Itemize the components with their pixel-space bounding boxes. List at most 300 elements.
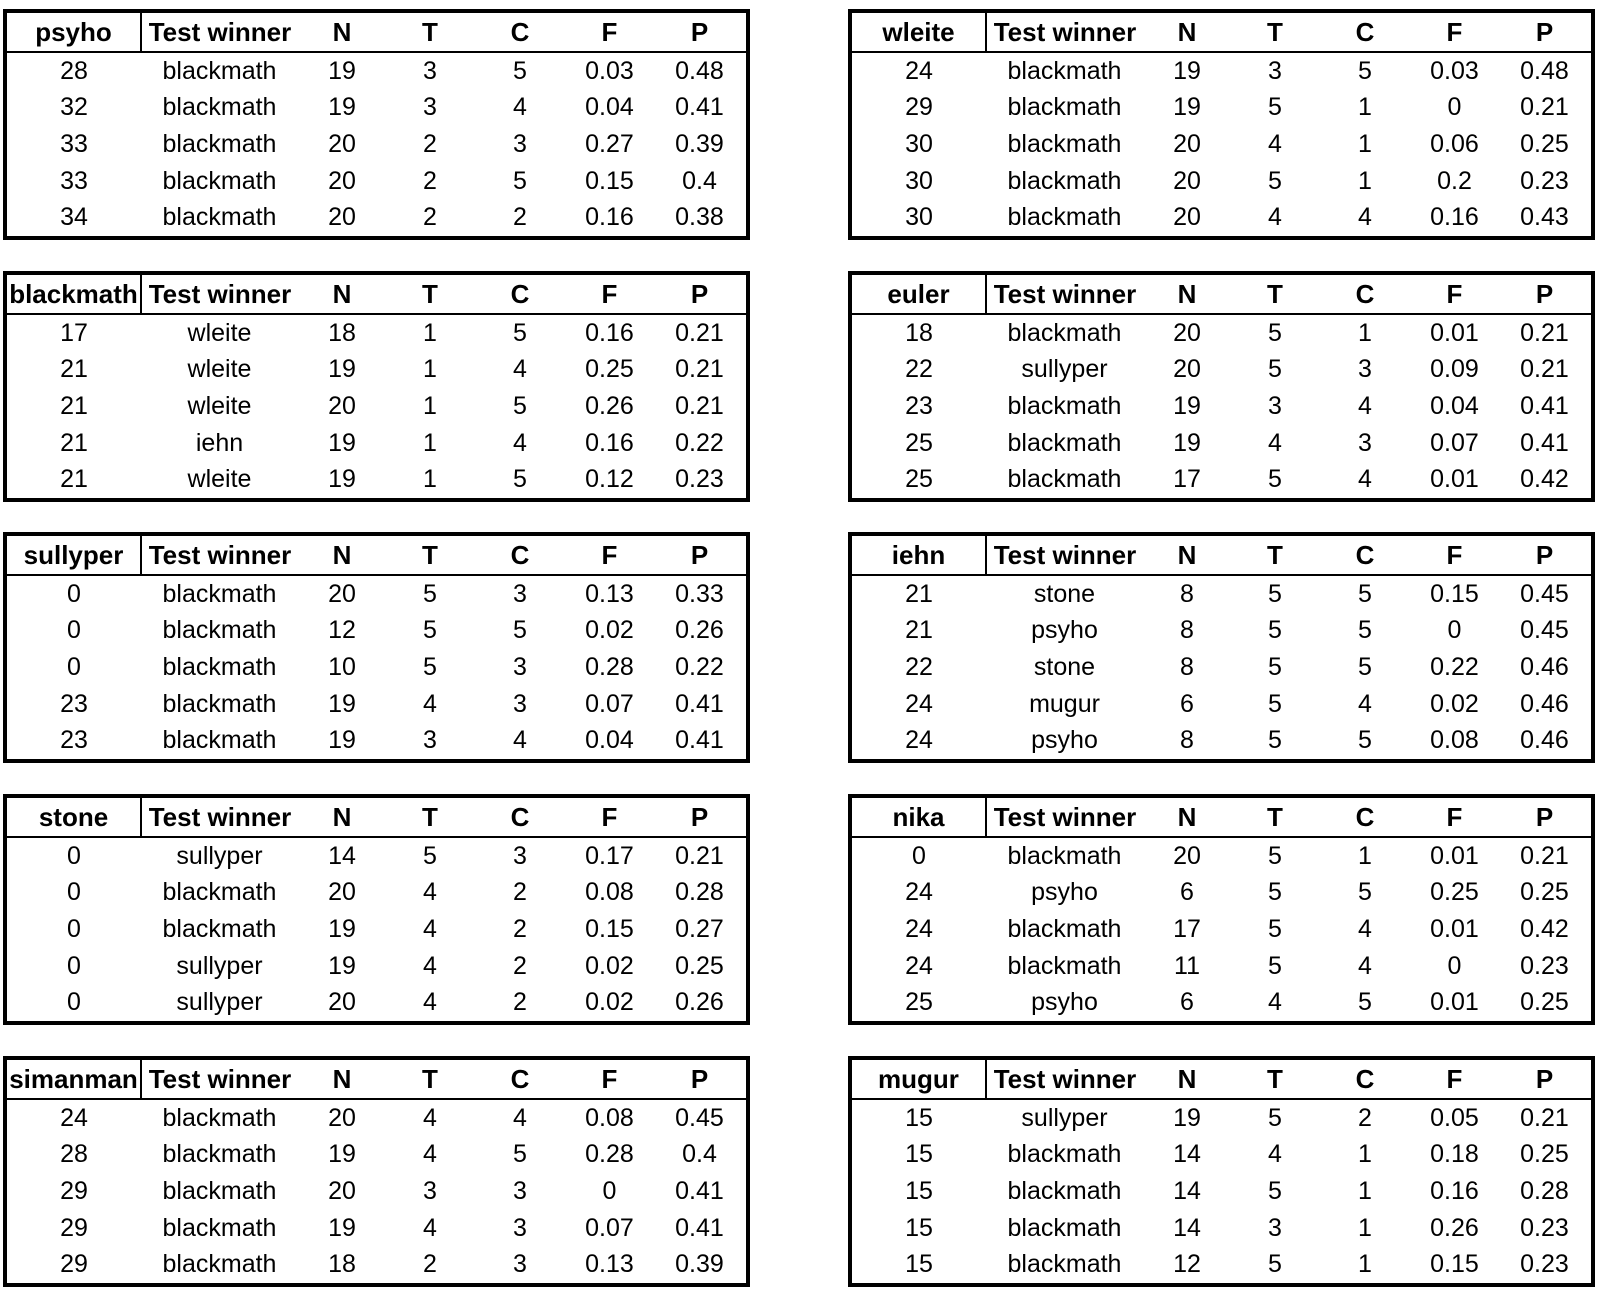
- table-cell: blackmath: [162, 129, 277, 158]
- column-header: P: [1498, 536, 1591, 575]
- table-row: [852, 388, 1591, 425]
- table-cell: 0.16: [1430, 203, 1479, 232]
- table-cell: 4: [513, 428, 527, 457]
- table-cell: 0.23: [1520, 951, 1569, 980]
- column-header: N: [1143, 798, 1231, 837]
- column-header: T: [1231, 275, 1319, 314]
- results-table-psyho: [3, 9, 750, 240]
- table-cell: 0.15: [585, 166, 634, 195]
- table-row: [7, 163, 746, 200]
- table-cell: 32: [60, 93, 88, 122]
- table-cell: psyho: [1031, 878, 1098, 907]
- table-cell: 2: [423, 203, 437, 232]
- column-header: F: [566, 536, 653, 575]
- table-cell: 3: [513, 579, 527, 608]
- table-cell: 4: [423, 878, 437, 907]
- table-cell: 19: [1173, 391, 1201, 420]
- table-row: [7, 1173, 746, 1210]
- table-cell: blackmath: [1007, 465, 1122, 494]
- table-cell: 0.13: [585, 1250, 634, 1279]
- table-row: [7, 948, 746, 985]
- table-cell: 5: [1268, 689, 1282, 718]
- column-header: P: [1498, 798, 1591, 837]
- table-cell: 19: [328, 1213, 356, 1242]
- column-header: N: [298, 536, 386, 575]
- table-cell: 1: [1358, 1176, 1372, 1205]
- table-cell: 2: [513, 988, 527, 1017]
- column-header: N: [298, 275, 386, 314]
- column-header: C: [474, 275, 566, 314]
- table-cell: blackmath: [1007, 391, 1122, 420]
- table-cell: 22: [905, 652, 933, 681]
- column-header: P: [653, 1060, 746, 1099]
- table-header-row: [852, 13, 1591, 52]
- column-header: F: [566, 13, 653, 52]
- table-cell: 0.28: [1520, 1176, 1569, 1205]
- table-cell: blackmath: [1007, 166, 1122, 195]
- table-cell: 5: [513, 391, 527, 420]
- column-header: N: [1143, 275, 1231, 314]
- table-cell: 3: [513, 1250, 527, 1279]
- table-row: [7, 837, 746, 875]
- table-cell: 0: [1447, 616, 1462, 645]
- table-cell: 6: [1180, 878, 1194, 907]
- table-row: [852, 1173, 1591, 1210]
- table-cell: 4: [1358, 689, 1372, 718]
- table-cell: 0: [67, 988, 81, 1017]
- column-header: Test winner: [986, 13, 1143, 52]
- table-cell: 21: [60, 391, 88, 420]
- table-cell: 5: [513, 56, 527, 85]
- column-header: N: [298, 1060, 386, 1099]
- table-cell: 20: [328, 1176, 356, 1205]
- table-row: [7, 722, 746, 759]
- table-header-row: [852, 1060, 1591, 1099]
- table-cell: 8: [1180, 579, 1194, 608]
- table-cell: 3: [423, 1176, 437, 1205]
- table-cell: 0: [1447, 951, 1462, 980]
- table-cell: 0.26: [585, 391, 634, 420]
- table-cell: 0.22: [675, 652, 724, 681]
- results-table-nika: [848, 794, 1595, 1025]
- table-cell: 0.04: [585, 726, 634, 755]
- table-cell: 0: [67, 579, 81, 608]
- column-header: P: [1498, 275, 1591, 314]
- table-cell: 5: [1268, 878, 1282, 907]
- table-cell: 24: [905, 914, 933, 943]
- table-row: [7, 911, 746, 948]
- table-cell: 0: [602, 1176, 617, 1205]
- table-cell: mugur: [1029, 689, 1100, 718]
- table-cell: 0.01: [1430, 914, 1479, 943]
- table-cell: blackmath: [162, 93, 277, 122]
- table-cell: 0.46: [1520, 652, 1569, 681]
- table-cell: blackmath: [1007, 129, 1122, 158]
- table-cell: 0.41: [675, 93, 724, 122]
- table-row: [852, 649, 1591, 686]
- table-cell: 2: [513, 878, 527, 907]
- table-cell: blackmath: [162, 652, 277, 681]
- table-cell: 19: [328, 465, 356, 494]
- table-cell: blackmath: [1007, 56, 1122, 85]
- table-cell: 20: [1173, 129, 1201, 158]
- table-cell: 0.15: [1430, 579, 1479, 608]
- table-row: [7, 425, 746, 462]
- table-cell: 0.27: [675, 914, 724, 943]
- table-cell: 0.16: [585, 203, 634, 232]
- table-title: sullyper: [7, 536, 141, 575]
- table-cell: 4: [513, 1103, 527, 1132]
- table-cell: 4: [1268, 988, 1282, 1017]
- table-cell: 14: [328, 841, 356, 870]
- table-cell: 0.42: [1520, 465, 1569, 494]
- table-header-row: [7, 275, 746, 314]
- table-cell: 20: [328, 988, 356, 1017]
- table-cell: 0.02: [585, 988, 634, 1017]
- table-cell: sullyper: [176, 988, 263, 1017]
- table-cell: 28: [60, 56, 88, 85]
- table-cell: 34: [60, 203, 88, 232]
- table-cell: 0.12: [585, 465, 634, 494]
- table-cell: blackmath: [1007, 203, 1122, 232]
- table-cell: 0.15: [1430, 1250, 1479, 1279]
- table-cell: 24: [905, 56, 933, 85]
- table-cell: 0.41: [675, 726, 724, 755]
- table-cell: 0.25: [675, 951, 724, 980]
- table-cell: 0.17: [585, 841, 634, 870]
- table-cell: 0.41: [675, 1176, 724, 1205]
- table-row: [7, 686, 746, 723]
- table-cell: blackmath: [162, 203, 277, 232]
- table-cell: 21: [60, 428, 88, 457]
- table-cell: 4: [423, 689, 437, 718]
- table-cell: 0: [67, 616, 81, 645]
- table-cell: 4: [1358, 951, 1372, 980]
- table-cell: 19: [328, 914, 356, 943]
- table-cell: 14: [1173, 1140, 1201, 1169]
- table-row: [852, 461, 1591, 498]
- table-cell: 5: [1358, 878, 1372, 907]
- table-cell: 21: [905, 579, 933, 608]
- table-cell: 19: [328, 726, 356, 755]
- table-cell: 30: [905, 129, 933, 158]
- table-row: [7, 199, 746, 236]
- table-cell: 0.06: [1430, 129, 1479, 158]
- column-header: C: [1319, 536, 1411, 575]
- table-row: [7, 1137, 746, 1174]
- table-cell: 19: [1173, 428, 1201, 457]
- table-title: blackmath: [7, 275, 141, 314]
- table-cell: 0.16: [585, 428, 634, 457]
- table-title: mugur: [852, 1060, 986, 1099]
- table-cell: 0.45: [1520, 616, 1569, 645]
- column-header: Test winner: [141, 275, 298, 314]
- column-header: Test winner: [141, 1060, 298, 1099]
- table-cell: 0.21: [675, 355, 724, 384]
- table-cell: 20: [1173, 355, 1201, 384]
- table-cell: 1: [1358, 318, 1372, 347]
- table-cell: 0.03: [585, 56, 634, 85]
- table-cell: 19: [328, 93, 356, 122]
- table-row: [852, 984, 1591, 1021]
- table-cell: 25: [905, 428, 933, 457]
- column-header: T: [386, 13, 474, 52]
- table-cell: 3: [513, 841, 527, 870]
- table-cell: 12: [328, 616, 356, 645]
- results-table-wleite: [848, 9, 1595, 240]
- table-cell: 3: [1268, 56, 1282, 85]
- table-cell: 0.2: [1437, 166, 1472, 195]
- table-cell: 0.23: [1520, 166, 1569, 195]
- table-cell: 24: [905, 689, 933, 718]
- table-cell: blackmath: [1007, 841, 1122, 870]
- column-header: Test winner: [141, 536, 298, 575]
- table-header-row: [7, 536, 746, 575]
- table-cell: 0.21: [675, 318, 724, 347]
- table-cell: wleite: [187, 391, 252, 420]
- table-cell: blackmath: [162, 689, 277, 718]
- table-cell: 1: [423, 391, 437, 420]
- table-cell: 19: [328, 355, 356, 384]
- table-cell: 5: [1268, 579, 1282, 608]
- results-table-blackmath: [3, 271, 750, 502]
- table-cell: sullyper: [1021, 355, 1108, 384]
- table-cell: 15: [905, 1176, 933, 1205]
- table-cell: 5: [1268, 726, 1282, 755]
- table-cell: 25: [905, 988, 933, 1017]
- table-row: [852, 126, 1591, 163]
- table-cell: 23: [60, 689, 88, 718]
- column-header: T: [1231, 13, 1319, 52]
- table-cell: 2: [423, 1250, 437, 1279]
- table-row: [852, 1246, 1591, 1283]
- table-cell: blackmath: [162, 1250, 277, 1279]
- table-cell: 29: [60, 1250, 88, 1279]
- table-cell: 0.15: [585, 914, 634, 943]
- table-cell: 1: [1358, 129, 1372, 158]
- table-cell: 0.09: [1430, 355, 1479, 384]
- table-cell: 5: [1268, 93, 1282, 122]
- table-cell: 0.26: [1430, 1213, 1479, 1242]
- table-cell: blackmath: [162, 1176, 277, 1205]
- column-header: N: [298, 798, 386, 837]
- table-cell: 4: [423, 988, 437, 1017]
- table-cell: 5: [1268, 318, 1282, 347]
- table-cell: 20: [328, 1103, 356, 1132]
- table-cell: 19: [328, 689, 356, 718]
- table-cell: 0.21: [1520, 841, 1569, 870]
- column-header: P: [653, 275, 746, 314]
- table-cell: 5: [1268, 1176, 1282, 1205]
- column-header: C: [474, 13, 566, 52]
- table-title: iehn: [852, 536, 986, 575]
- table-cell: 0.05: [1430, 1103, 1479, 1132]
- column-header: T: [1231, 1060, 1319, 1099]
- table-cell: 17: [60, 318, 88, 347]
- table-cell: 5: [1268, 1250, 1282, 1279]
- table-cell: 3: [513, 652, 527, 681]
- table-row: [7, 1099, 746, 1137]
- table-header-row: [7, 13, 746, 52]
- table-cell: 18: [905, 318, 933, 347]
- table-cell: 18: [328, 1250, 356, 1279]
- table-cell: 20: [328, 166, 356, 195]
- table-cell: 20: [1173, 318, 1201, 347]
- table-cell: 2: [513, 951, 527, 980]
- table-row: [852, 1210, 1591, 1247]
- table-cell: 15: [905, 1103, 933, 1132]
- table-cell: 3: [513, 129, 527, 158]
- table-cell: 0.41: [675, 1213, 724, 1242]
- table-row: [852, 52, 1591, 90]
- table-cell: 0.21: [1520, 355, 1569, 384]
- table-cell: 0.46: [1520, 726, 1569, 755]
- table-title: stone: [7, 798, 141, 837]
- table-cell: blackmath: [1007, 914, 1122, 943]
- table-row: [852, 722, 1591, 759]
- table-cell: 0.45: [675, 1103, 724, 1132]
- table-row: [7, 90, 746, 127]
- table-cell: 0.4: [682, 1140, 717, 1169]
- column-header: P: [653, 798, 746, 837]
- table-cell: 0.48: [675, 56, 724, 85]
- table-cell: 19: [1173, 56, 1201, 85]
- table-cell: 5: [1358, 726, 1372, 755]
- table-cell: 0.01: [1430, 465, 1479, 494]
- column-header: F: [1411, 798, 1498, 837]
- table-cell: 0.25: [1520, 988, 1569, 1017]
- table-cell: 5: [1358, 652, 1372, 681]
- column-header: C: [474, 798, 566, 837]
- column-header: T: [386, 798, 474, 837]
- table-cell: blackmath: [1007, 951, 1122, 980]
- table-cell: 0.21: [675, 391, 724, 420]
- table-cell: 8: [1180, 726, 1194, 755]
- table-cell: 0.01: [1430, 988, 1479, 1017]
- table-cell: 0.25: [1520, 878, 1569, 907]
- column-header: P: [1498, 13, 1591, 52]
- table-cell: 3: [1268, 1213, 1282, 1242]
- table-cell: 0.23: [1520, 1250, 1569, 1279]
- column-header: N: [1143, 536, 1231, 575]
- table-header-row: [852, 536, 1591, 575]
- table-cell: 0.07: [1430, 428, 1479, 457]
- column-header: T: [386, 536, 474, 575]
- table-cell: 0.01: [1430, 318, 1479, 347]
- table-row: [852, 911, 1591, 948]
- column-header: Test winner: [141, 798, 298, 837]
- table-row: [7, 613, 746, 650]
- table-cell: 0.21: [1520, 93, 1569, 122]
- column-header: F: [1411, 1060, 1498, 1099]
- table-row: [852, 1099, 1591, 1137]
- table-row: [852, 352, 1591, 389]
- table-cell: 0.21: [1520, 1103, 1569, 1132]
- table-cell: 0: [1447, 93, 1462, 122]
- column-header: F: [1411, 536, 1498, 575]
- table-header-row: [852, 275, 1591, 314]
- table-cell: 24: [60, 1103, 88, 1132]
- table-cell: psyho: [1031, 726, 1098, 755]
- table-cell: blackmath: [162, 56, 277, 85]
- table-cell: 4: [1358, 465, 1372, 494]
- table-cell: 0: [67, 914, 81, 943]
- table-cell: 0.22: [675, 428, 724, 457]
- table-cell: 0.02: [1430, 689, 1479, 718]
- table-cell: 0.04: [585, 93, 634, 122]
- table-cell: 0.03: [1430, 56, 1479, 85]
- table-cell: 5: [423, 652, 437, 681]
- column-header: Test winner: [986, 798, 1143, 837]
- table-cell: 30: [905, 166, 933, 195]
- table-cell: blackmath: [1007, 1250, 1122, 1279]
- table-cell: 5: [1358, 56, 1372, 85]
- table-cell: 5: [1358, 579, 1372, 608]
- results-table-stone: [3, 794, 750, 1025]
- column-header: Test winner: [986, 1060, 1143, 1099]
- table-cell: 5: [513, 166, 527, 195]
- table-cell: 4: [513, 93, 527, 122]
- table-cell: 2: [513, 914, 527, 943]
- table-cell: 0.18: [1430, 1140, 1479, 1169]
- column-header: C: [1319, 1060, 1411, 1099]
- table-cell: blackmath: [1007, 428, 1122, 457]
- table-cell: blackmath: [162, 579, 277, 608]
- results-table-iehn: [848, 532, 1595, 763]
- table-cell: blackmath: [162, 1103, 277, 1132]
- table-cell: 5: [1268, 465, 1282, 494]
- table-cell: psyho: [1031, 616, 1098, 645]
- column-header: P: [1498, 1060, 1591, 1099]
- table-cell: 19: [328, 56, 356, 85]
- table-cell: 0.43: [1520, 203, 1569, 232]
- table-cell: 6: [1180, 988, 1194, 1017]
- column-header: Test winner: [141, 13, 298, 52]
- column-header: F: [1411, 275, 1498, 314]
- table-cell: 0.21: [675, 841, 724, 870]
- table-cell: 17: [1173, 465, 1201, 494]
- table-cell: blackmath: [162, 1213, 277, 1242]
- table-cell: 3: [423, 56, 437, 85]
- table-cell: 4: [1358, 391, 1372, 420]
- table-cell: 20: [1173, 166, 1201, 195]
- table-cell: 4: [423, 1213, 437, 1242]
- table-cell: 23: [60, 726, 88, 755]
- table-cell: 14: [1173, 1176, 1201, 1205]
- table-cell: 23: [905, 391, 933, 420]
- table-cell: 5: [423, 616, 437, 645]
- table-row: [852, 686, 1591, 723]
- table-cell: blackmath: [1007, 1140, 1122, 1169]
- table-cell: 4: [423, 1103, 437, 1132]
- table-cell: wleite: [187, 318, 252, 347]
- table-cell: 11: [1174, 951, 1200, 980]
- table-cell: 2: [1358, 1103, 1372, 1132]
- table-cell: 0.25: [585, 355, 634, 384]
- results-table-sullyper: [3, 532, 750, 763]
- table-cell: 8: [1180, 616, 1194, 645]
- table-cell: 0.16: [585, 318, 634, 347]
- column-header: F: [566, 275, 653, 314]
- table-cell: 0.02: [585, 951, 634, 980]
- table-row: [852, 199, 1591, 236]
- table-cell: blackmath: [1007, 1213, 1122, 1242]
- table-cell: 4: [423, 951, 437, 980]
- column-header: F: [566, 798, 653, 837]
- table-cell: 19: [328, 951, 356, 980]
- column-header: F: [1411, 13, 1498, 52]
- table-header-row: [7, 798, 746, 837]
